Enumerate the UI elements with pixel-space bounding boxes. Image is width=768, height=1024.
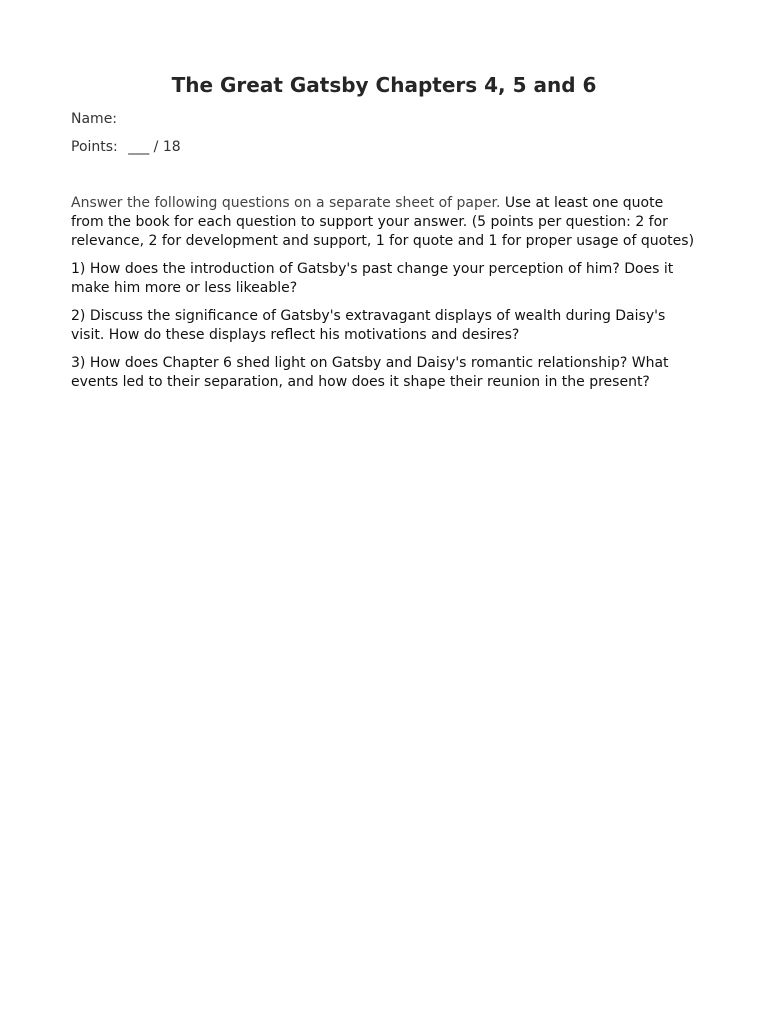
- points-value: ___ / 18: [128, 139, 181, 155]
- worksheet-page: [71, 0, 697, 392]
- instructions-lead: Answer the following questions on a separate sheet of paper.: [71, 195, 501, 211]
- instructions-rest: Use at least one quote from the book for each question to support your answer. (5 points per question: 2 for relevance, 2 for development and support, 1 for quote and 1 for proper usage of quotes): [71, 195, 695, 249]
- question-3: 3) How does Chapter 6 shed light on Gatsby and Daisy's romantic relationship? What events led to their separation, and how does it shape their reunion in the present?: [71, 355, 669, 390]
- name-label: Name:: [71, 111, 118, 127]
- question-2: 2) Discuss the significance of Gatsby's extravagant displays of wealth during Daisy's visit. How do these displays reflect his motivations and desires?: [71, 308, 666, 343]
- instructions: [71, 194, 697, 251]
- page-title: The Great Gatsby Chapters 4, 5 and 6: [171, 73, 597, 97]
- points-field: [71, 138, 697, 157]
- points-label: Points:: [71, 139, 118, 155]
- question-1: 1) How does the introduction of Gatsby's past change your perception of him? Does it make him more or less likeable?: [71, 261, 674, 296]
- name-field: [71, 110, 697, 129]
